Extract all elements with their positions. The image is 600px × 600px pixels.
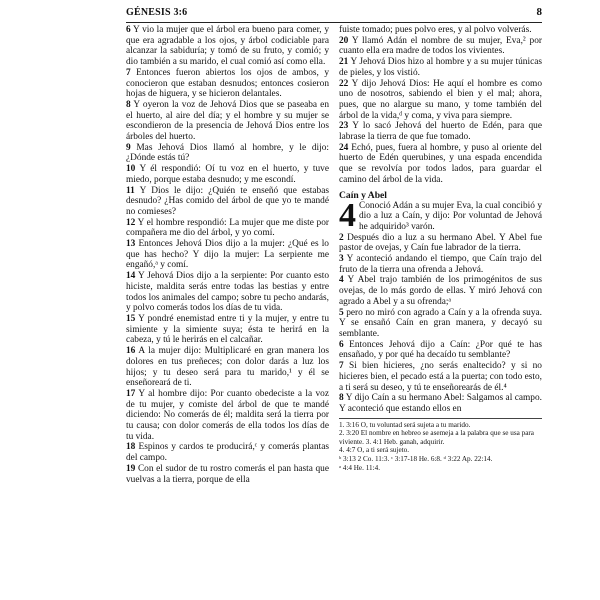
verse-text: Y Dios le dijo: ¿Quién te enseñó que estabas desnudo? ¿Has comido del árbol de que yo te mandé no comieses? [126, 185, 329, 217]
verse [126, 218, 329, 239]
verse [339, 233, 542, 254]
verse [126, 186, 329, 218]
verse-number: 12 [126, 217, 136, 228]
verse-number: 3 [339, 254, 344, 265]
footnote: ᵇ 3:13 2 Co. 11:3. ᶜ 3:17-18 He. 6:8. ᵈ 3:22 Ap. 22:14. [339, 454, 493, 463]
verse-number: 10 [126, 164, 136, 175]
verse [339, 25, 542, 36]
footnote: 1. 3:16 O, tu voluntad será sujeta a tu marido. [339, 420, 471, 429]
verse-number: 22 [339, 78, 349, 89]
chapter-number: 4 [339, 200, 356, 233]
verse-text: Y el hombre respondió: La mujer que me diste por compañera me dio del árbol, y yo comí. [126, 217, 329, 239]
verse [339, 121, 542, 142]
verse-text: Y él respondió: Oí tu voz en el huerto, y tuve miedo, porque estaba desnudo; y me escondí. [126, 164, 329, 185]
page-header [126, 6, 542, 23]
verse-text: Y vio la mujer que el árbol era bueno para comer, y que era agradable a los ojos, y árbol codiciable para alcanzar la sabiduría; y tomó de su fruto, y comió; y dio también a su marido, el cual comió así como ella. [126, 25, 329, 68]
verse [339, 143, 542, 186]
verse [339, 79, 542, 122]
footnotes [339, 418, 542, 473]
verse-text: Y Abel trajo también de los primogénitos de sus ovejas, de lo más gordo de ellas. Y miró Jehová con agrado a Abel y a su ofrenda;ᵃ [339, 275, 542, 307]
verse [339, 254, 542, 275]
verse [126, 346, 329, 389]
verse-number: 9 [126, 142, 131, 153]
verse [126, 100, 329, 143]
verse-number: 21 [339, 57, 349, 68]
verse-text: Mas Jehová Dios llamó al hombre, y le dijo: ¿Dónde estás tú? [126, 142, 329, 164]
verse-text: Entonces Jehová dijo a Caín: ¿Por qué te has ensañado, y por qué ha decaído tu semblante? [339, 339, 542, 361]
verse-text: Y dijo Jehová Dios: He aquí el hombre es como uno de nosotros, sabiendo el bien y el mal; ahora, pues, que no alargue su mano, y tome también del árbol de la vida,ᵈ y coma, y viva para siempre. [339, 78, 542, 121]
verse-text: Y oyeron la voz de Jehová Dios que se paseaba en el huerto, al aire del día; y el hombre y su mujer se escondieron de la presencia de Jehová Dios entre los árboles del huerto. [126, 99, 329, 143]
footnote: 2. 3:20 El nombre en hebreo se asemeja a la palabra que se usa para viviente. 3. 4:1 Heb. ganah, adquirir. [339, 429, 534, 446]
verse-text: Echó, pues, fuera al hombre, y puso al oriente del huerto de Edén querubines, y una espada encendida que se revolvía por todos lados, para guardar el camino del árbol de la vida. [339, 142, 542, 185]
verse-number: 16 [126, 346, 136, 357]
verse-text: Entonces fueron abiertos los ojos de ambos, y conocieron que estaban desnudos; entonces cosieron hojas de higuera, y se hicieron delantales. [126, 67, 329, 100]
verse-text: Con el sudor de tu rostro comerás el pan hasta que vuelvas a la tierra, porque de ella [126, 463, 329, 485]
text-columns [126, 25, 542, 485]
verse [339, 57, 542, 78]
page-number: 8 [536, 6, 542, 18]
verse-number: 24 [339, 142, 349, 153]
verse-text: Espinos y cardos te producirá,ᶜ y comerás plantas del campo. [126, 442, 329, 464]
footnote: ᵃ 4:4 He. 11:4. [339, 463, 381, 472]
verse [126, 164, 329, 185]
verse [126, 68, 329, 100]
chapter-reference: GÉNESIS 3:6 [126, 7, 188, 18]
right-verses [339, 25, 542, 186]
verse-text: Entonces Jehová Dios dijo a la mujer: ¿Qué es lo que has hecho? Y dijo la mujer: La serpiente me engañó,ᵃ y comí. [126, 239, 329, 271]
verse-number: 7 [126, 67, 131, 78]
verse-text: fuiste tomado; pues polvo eres, y al polvo volverás. [339, 25, 532, 35]
verse-text: Y llamó Adán el nombre de su mujer, Eva,² por cuanto ella era madre de todos los vivientes. [339, 35, 542, 57]
verse-text: pero no miró con agrado a Caín y a la ofrenda suya. Y se ensañó Caín en gran manera, y decayó su semblante. [339, 307, 542, 339]
verse-text: Y pondré enemistad entre ti y la mujer, y entre tu simiente y la simiente suya; ésta te herirá en la cabeza, y tú le herirás en el calcañar. [126, 313, 329, 346]
verse-text: Y aconteció andando el tiempo, que Caín trajo del fruto de la tierra una ofrenda a Jehová. [339, 254, 542, 275]
left-column [126, 25, 329, 485]
verse-text: A la mujer dijo: Multiplicaré en gran manera los dolores en tus preñeces; con dolor darás a luz los hijos; y tu deseo será para tu marido,¹ y él se enseñoreará de ti. [126, 346, 330, 389]
verse-number: 2 [339, 232, 344, 243]
verse-number: 18 [126, 442, 136, 453]
verse [339, 275, 542, 307]
verse-text: Si bien hicieres, ¿no serás enaltecido? y si no hicieres bien, el pecado está a la puerta; con todo esto, a ti será su deseo, y tú te enseñorearás de él.⁴ [339, 361, 542, 393]
chapter-verses [339, 233, 542, 415]
verse-number: 20 [339, 35, 349, 46]
verse-number: 15 [126, 313, 136, 324]
verse-number: 6 [126, 25, 131, 35]
verse-text: Y lo sacó Jehová del huerto de Edén, para que labrase la tierra de que fue tomado. [339, 121, 542, 143]
verse [126, 314, 329, 346]
verse [339, 393, 542, 414]
verse-number: 4 [339, 275, 344, 286]
verse [339, 308, 542, 340]
verse [126, 239, 329, 271]
verse-text: Después dio a luz a su hermano Abel. Y Abel fue pastor de ovejas, y Caín fue labrador de la tierra. [339, 232, 542, 254]
verse-text: Y Jehová Dios hizo al hombre y a su mujer túnicas de pieles, y los vistió. [339, 57, 542, 78]
verse-text: Y dijo Caín a su hermano Abel: Salgamos al campo. Y aconteció que estando ellos en [339, 393, 542, 414]
verse [339, 340, 542, 361]
verse-number: 6 [339, 339, 344, 350]
verse [126, 442, 329, 463]
verse-number: 7 [339, 361, 344, 372]
verse-number: 8 [126, 99, 131, 110]
verse [126, 271, 329, 314]
chapter-start [339, 201, 542, 233]
verse-number: 11 [126, 185, 135, 196]
verse-number: 14 [126, 271, 136, 282]
verse [339, 361, 542, 393]
verse-number: 13 [126, 239, 136, 250]
section-heading: Caín y Abel [339, 189, 387, 201]
verse-number: 8 [339, 393, 344, 404]
verse-number: 19 [126, 463, 136, 474]
footnote: 4. 4:7 O, a ti será sujeto. [339, 446, 410, 455]
verse [126, 143, 329, 164]
verse [339, 36, 542, 57]
verse [126, 389, 329, 443]
verse-text: Y Jehová Dios dijo a la serpiente: Por cuanto esto hiciste, maldita serás entre todas las bestias y entre todos los animales del campo; sobre tu pecho andarás, y polvo comerás todos los días de tu vida. [126, 271, 329, 314]
verse-number: 5 [339, 307, 344, 318]
verse-text: Y al hombre dijo: Por cuanto obedeciste a la voz de tu mujer, y comiste del árbol de que te mandé diciendo: No comerás de él; maldita será la tierra por tu causa; con dolor comerás de ella todos los días de tu vida. [126, 388, 329, 442]
verse [126, 25, 329, 68]
right-column [339, 25, 542, 485]
verse [126, 464, 329, 485]
verse-number: 17 [126, 388, 136, 399]
verse-number: 23 [339, 121, 349, 132]
chapter-first-verse: Conoció Adán a su mujer Eva, la cual concibió y dio a luz a Caín, y dijo: Por voluntad de Jehová he adquirido³ varón. [359, 200, 542, 232]
